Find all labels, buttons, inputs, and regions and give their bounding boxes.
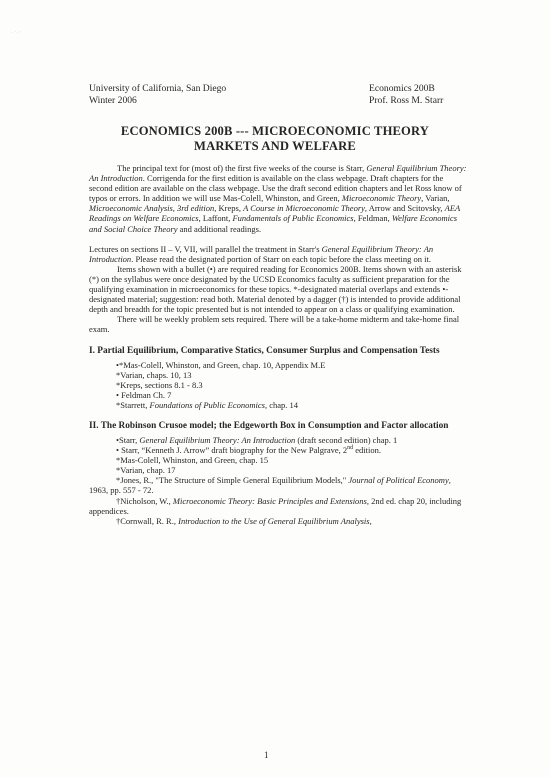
book-title: Microeconomic Theory: Basic Principles and Extensions — [172, 495, 367, 506]
text-run: , 1963, pp. 557 - 72. — [89, 475, 451, 496]
reading-item: •*Mas-Colell, Whinston, and Green, chap. 10, Appendix M.E — [116, 359, 326, 370]
term: Winter 2006 — [89, 94, 137, 106]
university-name: University of California, San Diego — [89, 83, 227, 94]
page-number: 1 — [264, 750, 269, 760]
scan-specks: . · . · — [12, 30, 22, 35]
professor-name: Prof. Ross M. Starr — [369, 94, 444, 106]
text-run: , Arrow and Scitovsky, — [364, 203, 445, 214]
intro-paragraph-2 — [89, 244, 467, 264]
book-title: Microeconomic Theory — [341, 193, 422, 204]
text-run: *Starrett, — [116, 399, 150, 410]
text-run: *Jones, R., "The Structure of Simple General Equilibrium Models," — [116, 475, 349, 486]
book-title: Fundamentals of Public Economics — [232, 213, 354, 224]
text-run: , — [369, 515, 372, 526]
reading-item: *Kreps, sections 8.1 - 8.3 — [116, 379, 203, 390]
text-run: , Kreps, — [214, 203, 244, 214]
section-1-heading: I. Partial Equilibrium, Comparative Statics, Consumer Surplus and Compensation Tests — [89, 345, 440, 356]
text-run: , Laffont, — [198, 213, 233, 224]
text-run: , Varian, — [421, 193, 450, 204]
reading-item — [89, 516, 467, 526]
text-run: edition. — [353, 445, 381, 456]
reading-item — [116, 400, 467, 410]
reading-item: *Varian, chap. 17 — [116, 465, 176, 476]
title-line-1: ECONOMICS 200B --- MICROECONOMIC THEORY — [120, 124, 430, 138]
reading-item — [89, 496, 467, 516]
journal-title: Journal of Political Economy — [348, 475, 449, 486]
course-number: Economics 200B — [369, 83, 435, 94]
text-run: and additional readings. — [177, 223, 262, 234]
title-line-2: MARKETS AND WELFARE — [194, 139, 356, 153]
reading-item: *Varian, chaps. 10, 13 — [116, 369, 192, 380]
reading-item: *Mas-Colell, Whinston, and Green, chap. 15 — [116, 455, 269, 466]
header-right — [369, 83, 443, 106]
book-title: AEA Readings on Welfare Economics — [89, 203, 461, 224]
superscript: nd — [347, 445, 354, 452]
book-title: General Equilibrium Theory: An Introduction — [89, 243, 434, 264]
book-title: Microeconomic Analysis, 3rd edition — [89, 203, 215, 214]
text-run: . Corrigenda for the first edition is available on the class webpage. Draft chapters for the second edition are available on the class webpage. Use the draft second edition chapters and let Ross know of typos or errors. In addition we will use Mas-Colell, Whinston, and Green, — [89, 173, 462, 204]
text-run: , 2nd ed. chap 20, including appendices. — [89, 495, 462, 516]
text-run: •Starr, — [116, 434, 140, 445]
text-run: †Cornwall, R. R., — [116, 515, 179, 526]
book-title: General Equilibrium Theory: An Introduction — [89, 163, 467, 184]
text-run: The principal text for (most of) the first five weeks of the course is Starr, — [117, 163, 367, 173]
intro-paragraph-3: Items shown with a bullet (•) are required reading for Economics 200B. Items shown with an asterisk (*) on the syllabus were once designated by the UCSD Economics faculty as sufficient preparation for the qualifying examination in microeconomics for these topics. *-designated material overlaps and extends •-designated material; suggestion: read both. Material denoted by a dagger (†) is intended to provide additional depth and breadth for the topic presented but is not intended to appear on a class or qualifying examination. — [89, 263, 462, 315]
text-run: , Feldman, — [353, 213, 392, 224]
book-title: Welfare Economics and Social Choice Theory — [89, 213, 458, 234]
text-run: (draft second edition) chap. 1 — [295, 434, 398, 445]
section-2-heading: II. The Robinson Crusoe model; the Edgeworth Box in Consumption and Factor allocation — [89, 420, 449, 431]
document-title — [60, 124, 490, 154]
text-run: Lectures on sections II – V, VII, will parallel the treatment in Starr's — [89, 243, 322, 254]
header-left — [89, 83, 226, 106]
reading-item — [89, 435, 467, 445]
text-run: †Nicholson, W., — [116, 495, 173, 506]
book-title: Foundations of Public Economics — [149, 399, 265, 410]
reading-item — [89, 475, 467, 495]
text-run: • Starr, “Kenneth J. Arrow” draft biography for the New Palgrave, 2 — [116, 445, 348, 456]
text-run: , chap. 14 — [264, 399, 299, 410]
reading-item — [116, 445, 467, 455]
intro-paragraph-4: There will be weekly problem sets required. There will be a take-home midterm and take-home final exam. — [89, 314, 460, 335]
book-title: Introduction to the Use of General Equilibrium Analysis — [178, 515, 370, 526]
book-title: General Equilibrium Theory: An Introduction — [139, 434, 296, 445]
intro-paragraph-1 — [89, 163, 467, 234]
text-run: . Please read the designated portion of Starr on each topic before the class meeting on it. — [131, 253, 431, 264]
document-body — [89, 163, 467, 526]
reading-item: • Feldman Ch. 7 — [116, 389, 172, 400]
book-title: A Course in Microeconomic Theory — [243, 203, 365, 214]
